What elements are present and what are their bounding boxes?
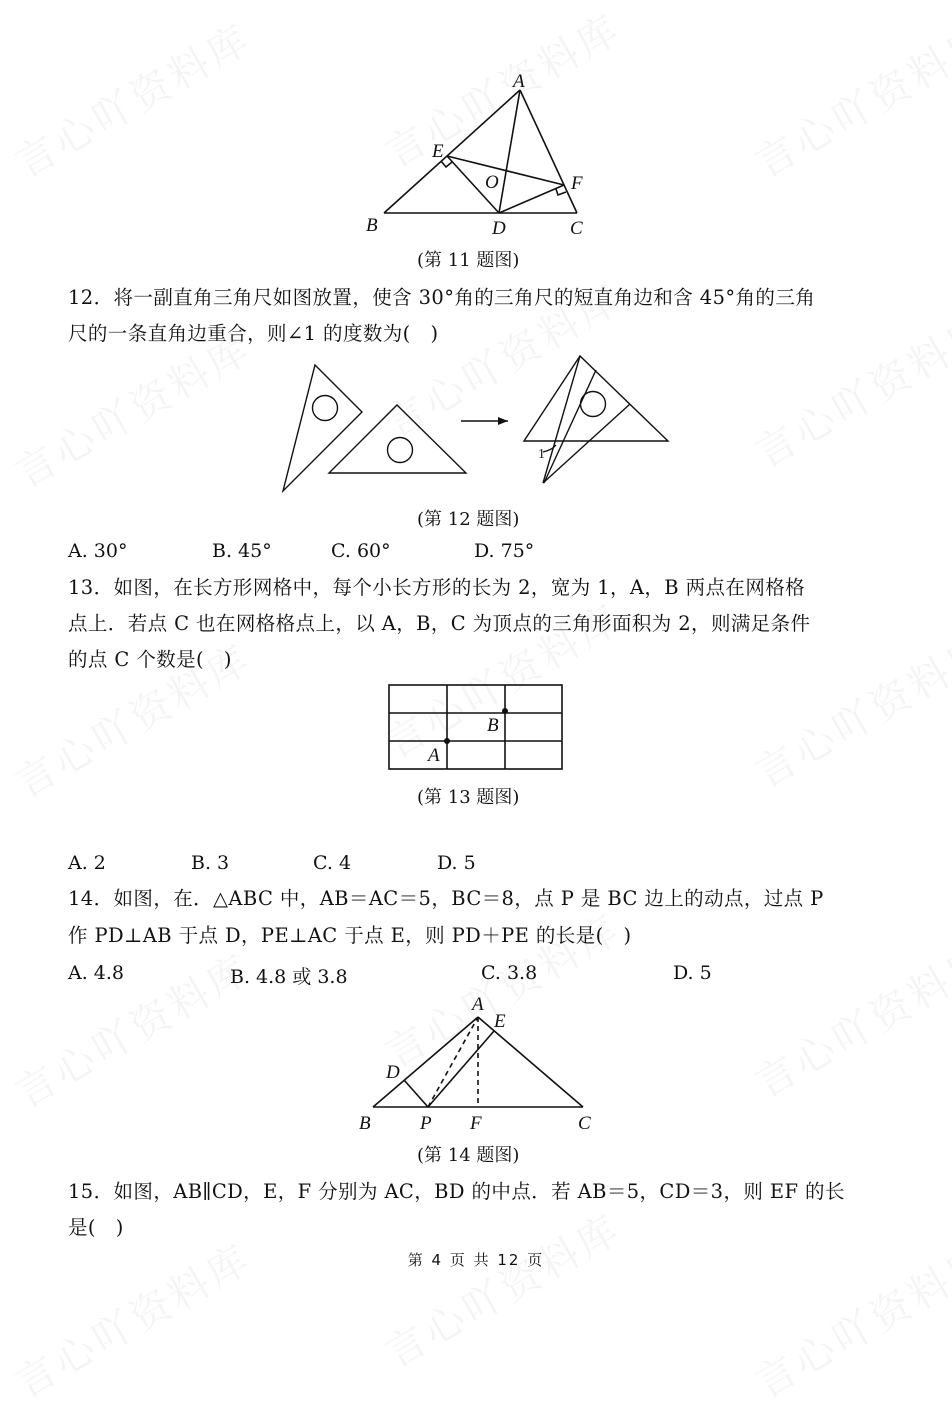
q13-text-line1: 13．如图，在长方形网格中，每个小长方形的长为 2，宽为 1，A，B 两点在网格格 <box>68 576 806 599</box>
q13-option-a[interactable]: A. 2 <box>68 852 106 874</box>
label-E: E <box>494 1011 506 1032</box>
q12-option-d[interactable]: D. 75° <box>474 540 535 562</box>
q14-text-line2: 作 PD⊥AB 于点 D，PE⊥AC 于点 E，则 PD＋PE 的长是( ) <box>68 924 632 947</box>
q14-option-d[interactable]: D. 5 <box>673 962 712 984</box>
page-number-footer: 第 4 页 共 12 页 <box>407 1251 545 1269</box>
label-O: O <box>485 172 499 193</box>
label-A: A <box>472 994 484 1015</box>
q12-option-b[interactable]: B. 45° <box>212 540 272 562</box>
label-B: B <box>366 215 378 236</box>
label-P: P <box>420 1113 432 1134</box>
label-D: D <box>386 1062 400 1083</box>
label-A: A <box>513 71 525 92</box>
q15-text-line1: 15．如图，AB∥CD，E，F 分别为 AC，BD 的中点．若 AB＝5，CD＝3，则 EF 的长 <box>68 1180 845 1203</box>
q12-option-c[interactable]: C. 60° <box>331 540 391 562</box>
q12-text-line1: 12．将一副直角三角尺如图放置，使含 30°角的三角尺的短直角边和含 45°角的三角 <box>68 286 816 309</box>
label-F: F <box>571 173 583 194</box>
q14-option-c[interactable]: C. 3.8 <box>481 962 538 984</box>
q13-option-b[interactable]: B. 3 <box>191 852 230 874</box>
label-F: F <box>470 1113 482 1134</box>
q14-option-b[interactable]: B. 4.8 或 3.8 <box>230 966 348 988</box>
q15-text-line2: 是( ) <box>68 1216 124 1239</box>
label-D: D <box>492 218 506 239</box>
label-C: C <box>570 218 583 239</box>
label-B: B <box>359 1113 371 1134</box>
watermark <box>373 1198 630 1379</box>
figure-14-caption: (第 14 题图) <box>417 1145 520 1166</box>
q14-option-a[interactable]: A. 4.8 <box>68 962 125 984</box>
figure-11-caption: (第 11 题图) <box>417 250 520 271</box>
angle-1-label: 1 <box>538 447 545 462</box>
q13-text-line2: 点上．若点 C 也在网格格点上，以 A，B，C 为顶点的三角形面积为 2，则满足条件 <box>68 612 811 635</box>
label-C: C <box>578 1113 591 1134</box>
q14-text-line1: 14．如图，在．△ABC 中，AB＝AC＝5，BC＝8，点 P 是 BC 边上的动点，过点 P <box>68 887 824 910</box>
q12-text-line2: 尺的一条直角边重合，则∠1 的度数为( ) <box>68 322 439 345</box>
q13-option-d[interactable]: D. 5 <box>437 852 476 874</box>
figure-12-caption: (第 12 题图) <box>417 509 520 530</box>
q13-text-line3: 的点 C 个数是( ) <box>68 648 232 671</box>
figure-13-caption: (第 13 题图) <box>417 787 520 808</box>
label-A: A <box>428 745 440 766</box>
label-E: E <box>432 141 444 162</box>
label-B: B <box>487 715 499 736</box>
q12-option-a[interactable]: A. 30° <box>68 540 128 562</box>
q13-option-c[interactable]: C. 4 <box>313 852 352 874</box>
